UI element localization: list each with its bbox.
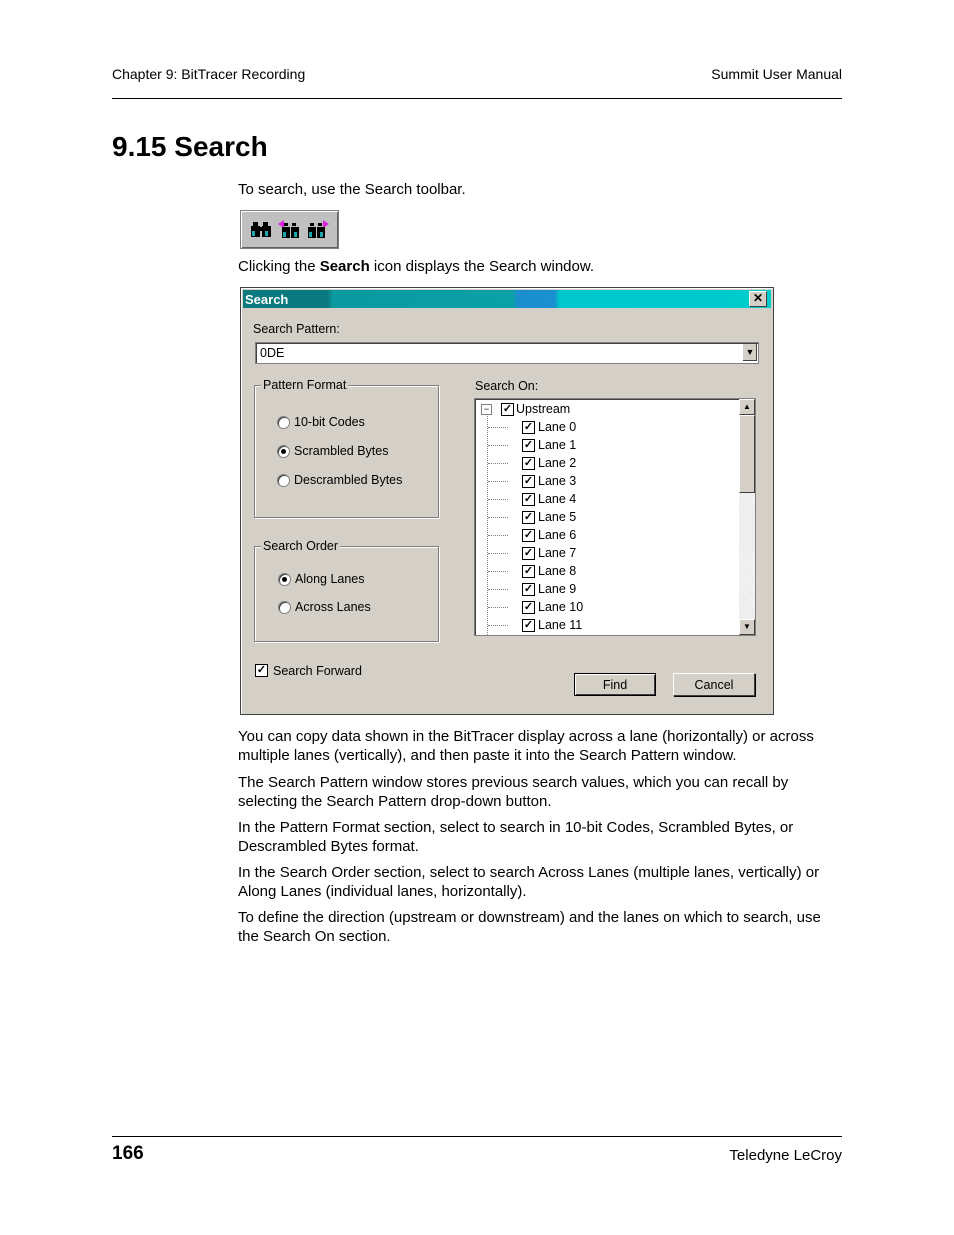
clicking-bold: Search — [319, 258, 370, 275]
paragraph-pattern-format: In the Pattern Format section, select to search in 10-bit Codes, Scrambled Bytes, or Descrambled Bytes format. — [238, 819, 794, 855]
find-button[interactable]: Find — [574, 673, 656, 696]
search-toolbar — [240, 210, 339, 249]
radio-10bit-codes[interactable] — [277, 416, 290, 429]
binoculars-icon[interactable] — [250, 220, 272, 240]
tree-branch — [488, 553, 508, 554]
radio-scrambled-bytes[interactable] — [277, 445, 290, 458]
find-next-icon[interactable] — [307, 220, 329, 240]
page-number: 166 — [112, 1143, 144, 1164]
scroll-up-icon[interactable]: ▲ — [739, 399, 755, 415]
paragraph-history: The Search Pattern window stores previous search values, which you can recall by selecting the Search Pattern drop-down button. — [238, 774, 789, 810]
dialog-title-bar[interactable] — [243, 290, 771, 308]
clicking-suffix: icon displays the Search window. — [369, 258, 595, 275]
search-on-label: Search On: — [475, 379, 539, 393]
lane-checkbox[interactable]: ✓ — [523, 475, 534, 487]
scroll-thumb[interactable] — [739, 415, 755, 493]
header-rule — [112, 98, 842, 99]
search-forward-checkbox[interactable]: ✓ — [256, 664, 267, 676]
lane-checkbox[interactable]: ✓ — [523, 493, 534, 505]
search-pattern-combo[interactable] — [255, 342, 759, 364]
section-title: 9.15 Search — [112, 131, 268, 162]
search-pattern-label: Search Pattern: — [253, 322, 340, 336]
dialog-title: Search — [245, 292, 289, 307]
lane-checkbox[interactable]: ✓ — [523, 439, 534, 451]
lane-label: Lane 8 — [538, 564, 577, 578]
search-order-title: Search Order — [263, 539, 339, 553]
lane-checkbox[interactable]: ✓ — [523, 511, 534, 523]
clicking-text — [238, 257, 842, 276]
tree-branch — [488, 499, 508, 500]
lane-label: Lane 1 — [538, 438, 577, 452]
lane-checkbox[interactable]: ✓ — [523, 601, 534, 613]
tree-branch — [488, 589, 508, 590]
lane-label: Lane 11 — [538, 618, 583, 632]
search-order-group — [254, 539, 439, 642]
lane-checkbox[interactable]: ✓ — [523, 547, 534, 559]
pattern-format-title: Pattern Format — [263, 378, 347, 392]
paragraph-search-on: To define the direction (upstream or downstream) and the lanes on which to search, use the Search On section. — [238, 909, 821, 945]
paragraph-copy: You can copy data shown in the BitTracer display across a lane (horizontally) or across multiple lanes (vertically), and then paste it into the Search Pattern window. — [238, 728, 814, 764]
lane-checkbox[interactable]: ✓ — [523, 529, 534, 541]
tree-branch — [488, 481, 508, 482]
lane-label: Lane 2 — [538, 456, 577, 470]
tree-branch — [488, 445, 508, 446]
tree-branch — [488, 535, 508, 536]
tree-branch — [488, 427, 508, 428]
search-pattern-value: 0DE — [260, 346, 285, 360]
tree-branch — [488, 607, 508, 608]
lane-checkbox[interactable]: ✓ — [523, 457, 534, 469]
search-forward-label: Search Forward — [273, 664, 362, 678]
radio-descrambled-bytes[interactable] — [277, 474, 290, 487]
option-10bit-label: 10-bit Codes — [294, 415, 365, 429]
lane-label: Lane 4 — [538, 492, 577, 506]
lane-label: Lane 5 — [538, 510, 577, 524]
radio-along-lanes[interactable] — [278, 573, 291, 586]
manual-header: Summit User Manual — [711, 66, 842, 82]
lane-checkbox[interactable]: ✓ — [523, 421, 534, 433]
option-across-label: Across Lanes — [295, 600, 371, 614]
chapter-header: Chapter 9: BitTracer Recording — [112, 66, 306, 82]
clicking-prefix: Clicking the — [238, 258, 320, 275]
search-on-tree — [474, 398, 756, 636]
tree-branch — [488, 463, 508, 464]
lane-checkbox[interactable]: ✓ — [523, 583, 534, 595]
lane-label: Lane 9 — [538, 582, 577, 596]
company-name: Teledyne LeCroy — [729, 1147, 842, 1164]
option-along-label: Along Lanes — [295, 572, 365, 586]
option-scrambled-label: Scrambled Bytes — [294, 444, 389, 458]
paragraph-search-order: In the Search Order section, select to search Across Lanes (multiple lanes, vertically) or Along Lanes (individual lanes, horizontally). — [238, 864, 820, 900]
tree-branch — [488, 517, 508, 518]
tree-collapse-icon[interactable]: − — [481, 404, 492, 415]
close-icon[interactable]: ✕ — [749, 291, 767, 307]
tree-branch — [488, 571, 508, 572]
tree-scrollbar[interactable] — [739, 399, 755, 635]
lane-label: Lane 3 — [538, 474, 577, 488]
tree-branch — [488, 625, 508, 626]
upstream-checkbox[interactable]: ✓ — [502, 403, 513, 415]
lane-label: Lane 10 — [538, 600, 584, 614]
cancel-button[interactable]: Cancel — [673, 673, 755, 696]
lane-checkbox[interactable]: ✓ — [523, 619, 534, 631]
footer-rule — [112, 1136, 842, 1137]
lane-label: Lane 6 — [538, 528, 577, 542]
radio-across-lanes[interactable] — [278, 601, 291, 614]
option-descrambled-label: Descrambled Bytes — [294, 473, 403, 487]
intro-text: To search, use the Search toolbar. — [238, 181, 466, 198]
lane-label: Lane 0 — [538, 420, 577, 434]
pattern-format-group — [254, 378, 439, 518]
scroll-down-icon[interactable]: ▼ — [739, 619, 755, 635]
lane-checkbox[interactable]: ✓ — [523, 565, 534, 577]
chevron-down-icon[interactable]: ▼ — [742, 344, 757, 361]
search-dialog — [240, 287, 774, 715]
upstream-label: Upstream — [516, 402, 571, 416]
tree-guide — [487, 413, 488, 635]
lane-label: Lane 7 — [538, 546, 577, 560]
find-previous-icon[interactable] — [278, 220, 300, 240]
